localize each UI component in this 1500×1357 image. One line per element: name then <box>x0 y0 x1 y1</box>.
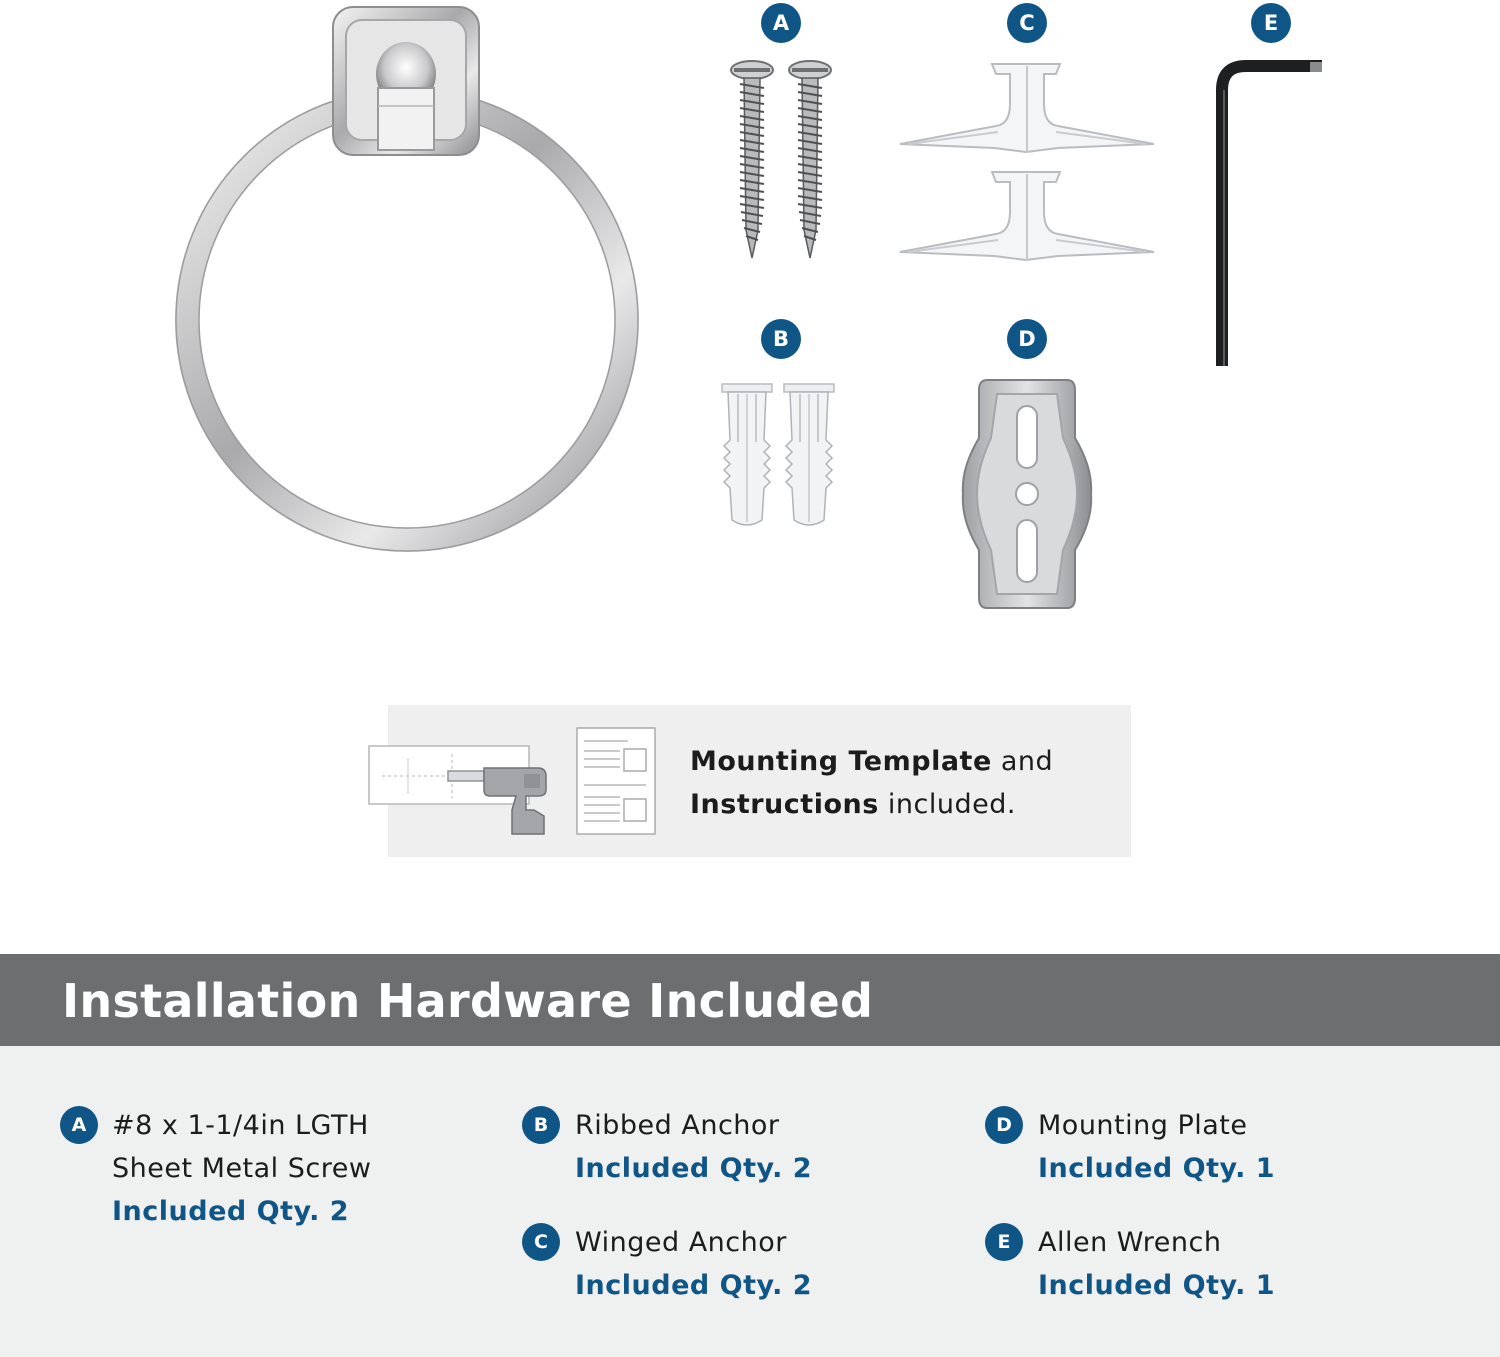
ribbed-anchor-image <box>720 382 840 532</box>
item-a-name-2: Sheet Metal Screw <box>112 1153 372 1184</box>
item-b-name: Ribbed Anchor <box>575 1110 780 1141</box>
list-badge-d: D <box>985 1106 1023 1144</box>
item-a-name-1: #8 x 1-1/4in LGTH <box>112 1110 369 1141</box>
screw-image <box>728 60 838 260</box>
template-note-bold-2: Instructions <box>690 789 879 820</box>
list-item-b <box>575 1104 812 1190</box>
item-e-name: Allen Wrench <box>1038 1227 1222 1258</box>
list-item-c <box>575 1221 812 1307</box>
template-note <box>690 740 1120 826</box>
winged-anchor-image <box>898 60 1158 275</box>
badge-c: C <box>1007 3 1047 43</box>
template-note-bold-1: Mounting Template <box>690 746 992 777</box>
list-badge-c: C <box>522 1223 560 1261</box>
template-note-rest-1: and <box>991 746 1054 777</box>
item-b-qty: Included Qty. 2 <box>575 1153 813 1184</box>
list-badge-a: A <box>60 1106 98 1144</box>
document-icon <box>576 727 658 837</box>
list-item-d <box>1038 1104 1275 1190</box>
mounting-plate-image <box>961 378 1093 610</box>
item-d-qty: Included Qty. 1 <box>1038 1153 1276 1184</box>
list-badge-b: B <box>522 1106 560 1144</box>
template-note-rest-2: included. <box>878 789 1016 820</box>
badge-e: E <box>1251 3 1291 43</box>
item-d-name: Mounting Plate <box>1038 1110 1248 1141</box>
section-title: Installation Hardware Included <box>62 974 874 1028</box>
allen-wrench-image <box>1216 60 1326 370</box>
item-c-name: Winged Anchor <box>575 1227 787 1258</box>
list-item-e <box>1038 1221 1275 1307</box>
item-c-qty: Included Qty. 2 <box>575 1270 813 1301</box>
badge-a: A <box>761 3 801 43</box>
towel-ring-image <box>170 2 640 547</box>
badge-d: D <box>1007 319 1047 359</box>
list-item-a <box>112 1104 371 1233</box>
item-e-qty: Included Qty. 1 <box>1038 1270 1276 1301</box>
list-badge-e: E <box>985 1223 1023 1261</box>
badge-b: B <box>761 319 801 359</box>
item-a-qty: Included Qty. 2 <box>112 1196 350 1227</box>
drill-icon <box>368 744 553 839</box>
